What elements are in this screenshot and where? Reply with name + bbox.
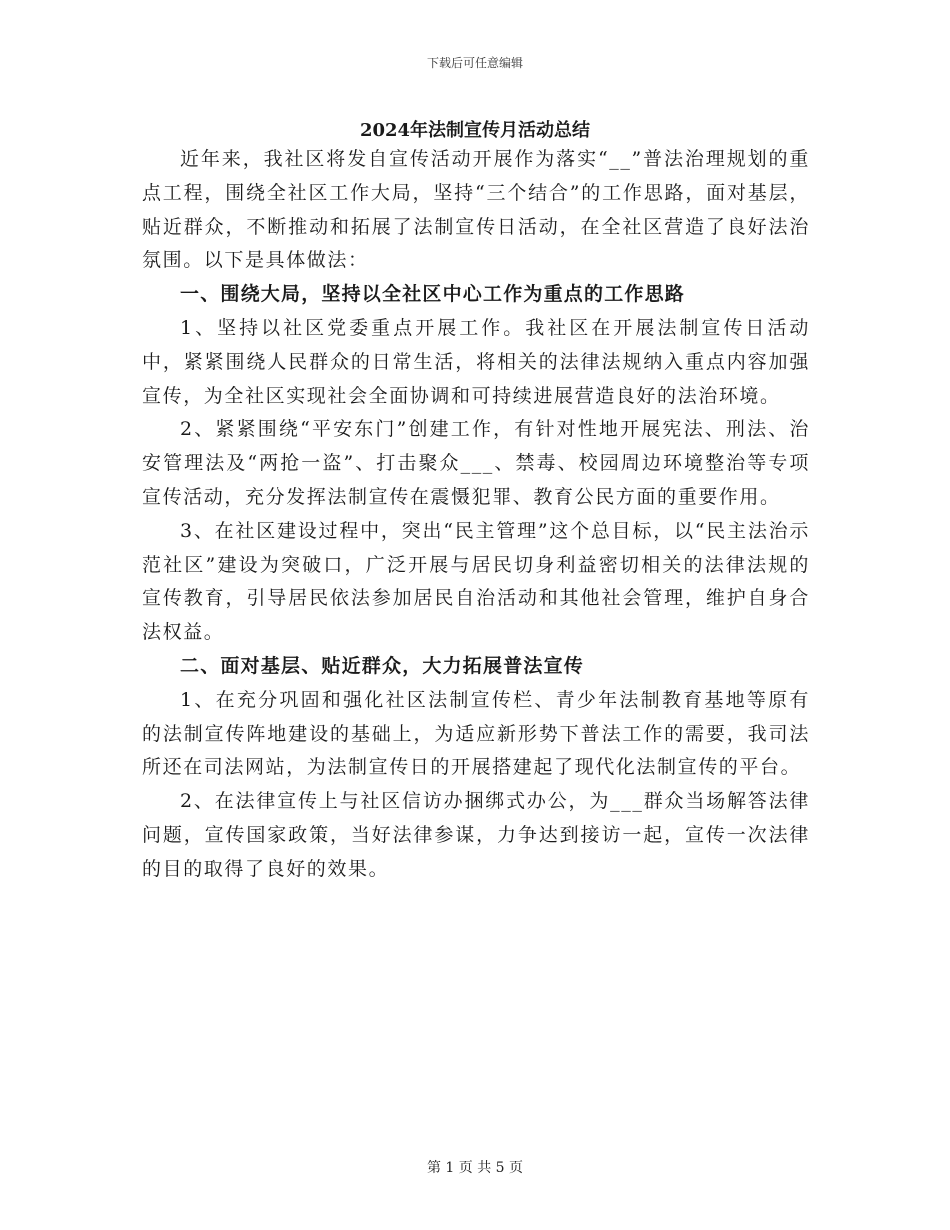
document-body xyxy=(142,143,810,887)
paragraph-2-1: 1、在充分巩固和强化社区法制宣传栏、青少年法制教育基地等原有的法制宣传阵地建设的基础上，为适应新形势下普法工作的需要，我司法所还在司法网站，为法制宣传日的开展搭建起了现代化法制宣传的平台。 xyxy=(142,688,810,779)
paragraph-intro: 近年来，我社区将发自宣传活动开展作为落实“__”普法治理规划的重点工程，围绕全社区工作大局，坚持“三个结合”的工作思路，面对基层，贴近群众，不断推动和拓展了法制宣传日活动，在全社区营造了良好法治氛围。以下是具体做法： xyxy=(142,148,810,272)
page-header-note: 下载后可任意编辑 xyxy=(426,56,523,70)
document-title: 2024年法制宣传月活动总结 xyxy=(359,120,591,141)
paragraph-1-3: 3、在社区建设过程中，突出“民主管理”这个总目标，以“民主法治示范社区”建设为突破口，广泛开展与居民切身利益密切相关的法律法规的宣传教育，引导居民依法参加居民自治活动和其他社会管理，维护自身合法权益。 xyxy=(142,519,810,644)
section-heading-2: 二、面对基层、贴近群众，大力拓展普法宣传 xyxy=(180,654,585,677)
page-footer: 第 1 页 共 5 页 xyxy=(426,1160,524,1176)
paragraph-2-2: 2、在法律宣传上与社区信访办捆绑式办公，为___群众当场解答法律问题，宣传国家政策，当好法律参谋，力争达到接访一起，宣传一次法律的目的取得了良好的效果。 xyxy=(142,790,810,880)
section-heading-1: 一、围绕大局，坚持以全社区中心工作为重点的工作思路 xyxy=(180,283,686,306)
paragraph-1-2: 2、紧紧围绕“平安东门”创建工作，有针对性地开展宪法、刑法、治安管理法及“两抢一盗”、打击聚众___、禁毒、校园周边环境整治等专项宣传活动，充分发挥法制宣传在震慑犯罪、教育公民方面的重要作用。 xyxy=(142,418,810,508)
paragraph-1-1: 1、坚持以社区党委重点开展工作。我社区在开展法制宣传日活动中，紧紧围绕人民群众的日常生活，将相关的法律法规纳入重点内容加强宣传，为全社区实现社会全面协调和可持续进展营造良好的法治环境。 xyxy=(142,316,810,407)
